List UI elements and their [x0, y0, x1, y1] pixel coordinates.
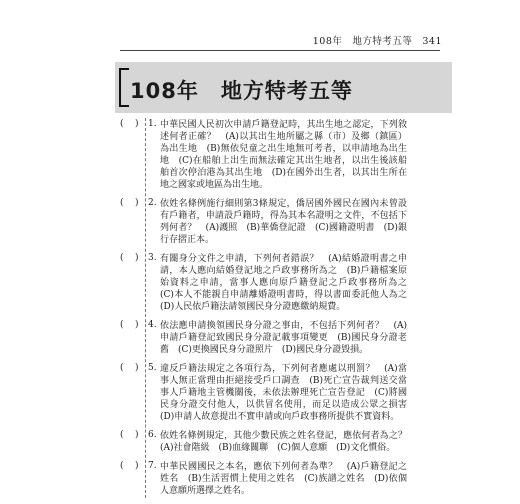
header-rule: [120, 50, 440, 51]
question-stem: 有關身分文件之申請，下列何者錯誤？ (A)結婚證明書之申請，本人應向結婚登記地之戶政事務所為之 (B)戶籍檔案原始資料之申請，當事人應向原戶籍登記之戶政事務所為之 (C)本人不能親自申請離婚證明書時，得以書面委託他人為之 (D)人民依戶籍法請領國民身分證應繳納規費。: [160, 254, 417, 312]
question-number: 2.: [148, 198, 157, 208]
question-number: 6.: [148, 430, 157, 440]
question-stem: 中華民國人民初次申請戶籍登記時，其出生地之認定，下列敘述何者正確？ (A)以其出生地所屬之縣（市）及鄉（鎮區）為出生地 (B)無依兒童之出生地無可考者，以申請地為出生地 (C)在船舶上出生而無法確定其出生地者，以出生後該船舶首次停泊港為其出生地 (D)在國外出生者，以其出生所在地之國家或地區為出生地。: [160, 120, 407, 190]
question-number: 5.: [148, 363, 157, 373]
question-number: 3.: [148, 253, 157, 263]
question-item: [0, 320, 520, 356]
chapter-title: 108年 地方特考五等: [130, 79, 353, 103]
question-number: 1.: [148, 119, 157, 129]
question-item: [0, 119, 520, 191]
answer-box[interactable]: ( ): [120, 430, 139, 440]
question-stem: 違反戶籍法規定之各項行為，下列何者應處以刑罰？ (A)當事人無正當理由拒絕接受戶口調查 (B)死亡宣告裁判送交當事人戶籍地主管機關後，未依法辦理死亡宣告登記 (C)將國民身分證交付他人，以供冒名使用，而足以造成公眾之損害 (D)申請人故意提出不實申請或向戶政事務所提供不實資料。: [160, 364, 417, 422]
question-item: [0, 253, 520, 313]
question-item: [0, 430, 520, 454]
chapter-title-bracket: [119, 68, 129, 107]
answer-box[interactable]: ( ): [120, 119, 139, 129]
question-stem: 依法應申請換領國民身分證之事由，不包括下列何者？ (A)申請戶籍登記致國民身分證記載事項變更 (B)國民身分證老舊 (C)更換國民身分證照片 (D)國民身分證毀損。: [160, 321, 407, 355]
answer-box[interactable]: ( ): [120, 461, 139, 471]
question-item: [0, 198, 520, 246]
answer-box[interactable]: ( ): [120, 253, 139, 263]
question-stem: 依姓名條例施行細則第3條規定，僑居國外國民在國內未曾設有戶籍者，申請設戶籍時，得為其本名證明之文件，不包括下列何者？ (A)護照 (B)華僑登記證 (C)國籍證明書 (D)銀行存摺正本。: [160, 199, 407, 245]
question-stem: 依姓名條例規定，其他少數民族之姓名登記，應依何者為之？ (A)社會階級 (B)血緣關聯 (C)個人意願 (D)文化慣俗。: [160, 431, 417, 453]
question-item: [0, 363, 520, 423]
question-list: [0, 119, 520, 504]
question-stem: 中華民國國民之本名，應依下列何者為準？ (A)戶籍登記之姓名 (B)生活習慣上使用之姓名 (C)族譜之姓名 (D)依個人意願所選擇之姓名。: [160, 462, 407, 496]
answer-box[interactable]: ( ): [120, 198, 139, 208]
question-item: [0, 461, 520, 497]
question-number: 4.: [148, 320, 157, 330]
running-header: 108年 地方特考五等 341: [312, 36, 442, 47]
answer-box[interactable]: ( ): [120, 363, 139, 373]
question-number: 7.: [148, 461, 157, 471]
answer-box[interactable]: ( ): [120, 320, 139, 330]
